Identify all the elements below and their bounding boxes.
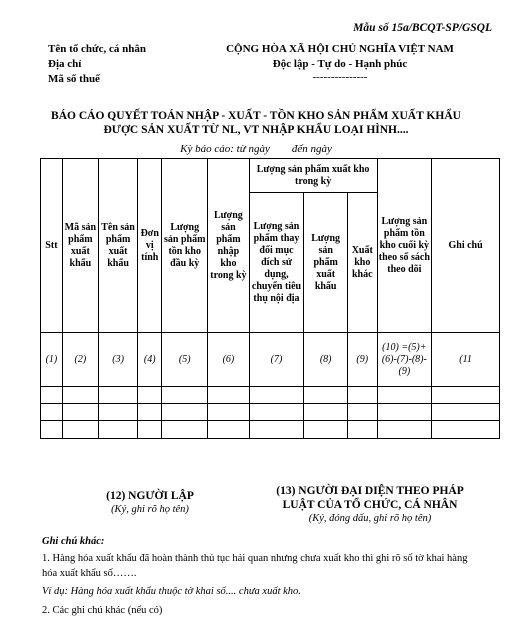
header-opening-stock: Lượng sản phẩm tồn kho đầu kỳ xyxy=(162,159,208,333)
notes-item-2: 2. Các ghi chú khác (nếu có) xyxy=(42,605,163,616)
col-number: (11 xyxy=(432,333,500,387)
preparer-note: (Ký, ghi rõ họ tên) xyxy=(111,504,189,515)
table-row xyxy=(41,404,500,421)
motto-rule: --------------- xyxy=(312,71,368,83)
header-product-name: Tên sản phẩm xuất khẩu xyxy=(98,159,137,333)
report-title-line1: BÁO CÁO QUYẾT TOÁN NHẬP - XUẤT - TỒN KHO SẢN PHẨM XUẤT KHẨU xyxy=(51,110,461,122)
col-number: (3) xyxy=(98,333,137,387)
col-number: (6) xyxy=(208,333,250,387)
report-title-line2: ĐƯỢC SẢN XUẤT TỪ NL, VT NHẬP KHẨU LOẠI HÌNH.... xyxy=(103,124,409,136)
report-period: Kỳ báo cáo: từ ngày đến ngày xyxy=(180,143,332,155)
header-received: Lượng sản phẩm nhập kho trong kỳ xyxy=(208,159,250,333)
col-number: (9) xyxy=(348,333,378,387)
col-number: (1) xyxy=(41,333,63,387)
header-issued-group: Lượng sản phẩm xuất kho trong kỳ xyxy=(249,159,377,193)
org-address-label: Địa chỉ xyxy=(48,58,82,70)
header-product-code: Mã sản phẩm xuất khẩu xyxy=(62,159,98,333)
col-number: (8) xyxy=(304,333,348,387)
org-tax-label: Mã số thuế xyxy=(48,73,100,85)
report-table xyxy=(40,158,500,439)
col-number: (7) xyxy=(249,333,304,387)
notes-section xyxy=(42,534,482,618)
notes-item-1: 1. Hàng hóa xuất khẩu đã hoàn thành thủ tục hải quan nhưng chưa xuất kho thì ghi rõ số tờ khai hàng hóa xuất khẩu số……. xyxy=(42,553,468,579)
header-stt: Stt xyxy=(41,159,63,333)
org-name-label: Tên tổ chức, cá nhân xyxy=(48,43,146,55)
representative-title: (13) NGƯỜI ĐẠI DIỆN THEO PHÁP LUẬT CỦA TỔ CHỨC, CÁ NHÂN xyxy=(276,485,464,511)
table-row xyxy=(41,421,500,439)
form-number: Mẫu số 15a/BCQT-SP/GSQL xyxy=(353,22,492,34)
col-number: (5) xyxy=(162,333,208,387)
column-number-row xyxy=(41,333,500,387)
table-row xyxy=(41,387,500,404)
national-motto: Độc lập - Tự do - Hạnh phúc xyxy=(272,58,408,70)
col-number: (4) xyxy=(138,333,162,387)
representative-note: (Ký, đóng dấu, ghi rõ họ tên) xyxy=(308,513,432,524)
header-notes: Ghi chú xyxy=(432,159,500,333)
header-repurposed: Lượng sản phẩm thay đổi mục đích sử dụng, chuyển tiêu thụ nội địa xyxy=(249,193,304,333)
notes-example: Ví dụ: Hàng hóa xuất khẩu thuộc tờ khai số.... chưa xuất kho. xyxy=(42,586,301,597)
col-number-formula: (10) =(5)+(6)-(7)-(8)-(9) xyxy=(377,333,432,387)
preparer-title: (12) NGƯỜI LẬP xyxy=(106,490,194,502)
header-unit: Đơn vị tính xyxy=(138,159,162,333)
header-exported: Lượng sản phẩm xuất khẩu xyxy=(304,193,348,333)
country-name: CỘNG HÒA XÃ HỘI CHỦ NGHĨA VIỆT NAM xyxy=(226,43,454,55)
header-closing-stock: Lượng sản phẩm tồn kho cuối kỳ theo sổ sách theo dõi xyxy=(377,159,432,333)
notes-heading: Ghi chú khác: xyxy=(42,536,105,547)
col-number: (2) xyxy=(62,333,98,387)
header-other-issue: Xuất kho khác xyxy=(348,193,378,333)
